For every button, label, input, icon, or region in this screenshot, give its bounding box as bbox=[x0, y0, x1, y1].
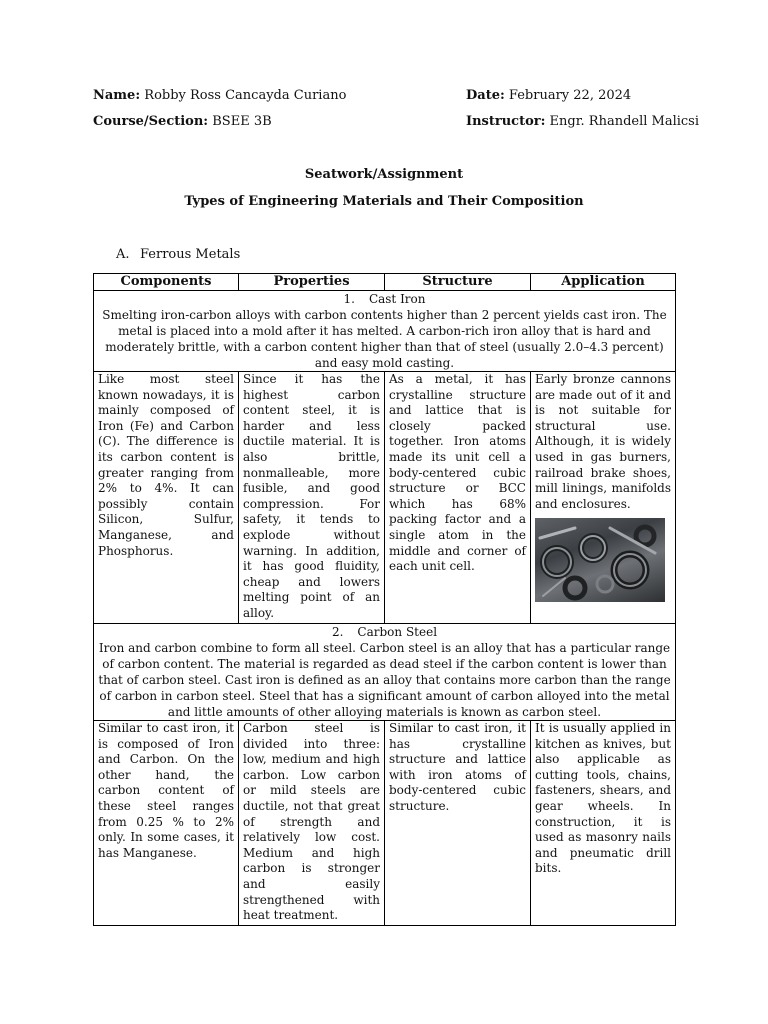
group-description: Iron and carbon combine to form all steel. Carbon steel is an alloy that has a particular range of carbon content. The material is regarded as dead steel if the carbon content is lower than that of carbon steel. Cast iron is defined as an alloy that contains more carbon than the range of carbon in carbon steel. Steel that has a significant amount of carbon alloyed into the metal and little amounts of other alloying materials is known as carbon steel. bbox=[98, 641, 671, 719]
cell-text: Early bronze cannons are made out of it and is not suitable for structural use. Although, it is widely used in gas burners, railroad brake shoes, mill linings, manifolds and enclosures. bbox=[535, 372, 671, 511]
group-number: 2. bbox=[331, 625, 344, 639]
course-value: BSEE 3B bbox=[212, 114, 272, 129]
cast-iron-components bbox=[94, 372, 239, 624]
instructor-value: Engr. Rhandell Malicsi bbox=[549, 114, 700, 129]
table-header-row bbox=[94, 274, 676, 291]
cell-text: Similar to cast iron, it has crystalline structure and lattice with iron atoms of body-centered cubic structure. bbox=[389, 721, 526, 813]
carbon-steel-application bbox=[531, 721, 676, 926]
cell-text: Like most steel known nowadays, it is mainly composed of Iron (Fe) and Carbon (C). The difference is its carbon content is greater ranging from 2% to 4%. It can possibly contain Silicon, Sulfur, Manganese, and Phosphorus. bbox=[98, 372, 234, 558]
cast-iron-banner bbox=[94, 291, 676, 372]
header-components: Components bbox=[94, 274, 239, 291]
carbon-steel-structure bbox=[385, 721, 531, 926]
materials-table bbox=[93, 273, 676, 926]
name-label: Name: bbox=[93, 88, 141, 103]
cast-iron-properties bbox=[239, 372, 385, 624]
section-heading bbox=[116, 247, 240, 263]
date-line bbox=[466, 88, 631, 104]
cast-iron-structure bbox=[385, 372, 531, 624]
name-value: Robby Ross Cancayda Curiano bbox=[144, 88, 347, 103]
course-label: Course/Section: bbox=[93, 114, 209, 129]
group-name: Carbon Steel bbox=[357, 625, 438, 639]
date-value: February 22, 2024 bbox=[508, 88, 632, 103]
date-label: Date: bbox=[466, 88, 505, 103]
table-row bbox=[94, 721, 676, 926]
cell-text: As a metal, it has crystalline structure and lattice that is closely packed together. Iron atoms made its unit cell a body-centered cubic structure or BCC which has 68% packing factor and a single atom in the middle and corner of each unit cell. bbox=[389, 372, 526, 574]
course-line bbox=[93, 114, 272, 130]
group-description: Smelting iron-carbon alloys with carbon contents higher than 2 percent yields cast iron. The metal is placed into a mold after it has melted. A carbon-rich iron alloy that is hard and moderately brittle, with a carbon content higher than that of steel (usually 2.0–4.3 percent) and easy mold casting. bbox=[102, 308, 667, 370]
carbon-steel-properties bbox=[239, 721, 385, 926]
header-structure: Structure bbox=[385, 274, 531, 291]
cell-text: Since it has the highest carbon content steel, it is harder and less ductile material. It is also brittle, nonmalleable, more fusible, and good compression. For safety, it tends to explode without warning. In addition, it has good fluidity, cheap and lowers melting point of an alloy. bbox=[243, 372, 380, 620]
cast-iron-application bbox=[531, 372, 676, 624]
carbon-steel-components bbox=[94, 721, 239, 926]
group-banner-row bbox=[94, 624, 676, 721]
header-properties: Properties bbox=[239, 274, 385, 291]
instructor-label: Instructor: bbox=[466, 114, 546, 129]
group-title bbox=[98, 291, 671, 307]
group-banner-row bbox=[94, 291, 676, 372]
cell-text: Carbon steel is divided into three: low, medium and high carbon. Low carbon or mild steels are ductile, not that great of strength and relatively low cost. Medium and high carbon is stronger and easily strengthened with heat treatment. bbox=[243, 721, 380, 923]
name-line bbox=[93, 88, 346, 104]
document-subtitle: Types of Engineering Materials and Their Composition bbox=[184, 194, 584, 209]
document-title: Seatwork/Assignment bbox=[304, 167, 464, 182]
cell-text: It is usually applied in kitchen as knives, but also applicable as cutting tools, chains, fasteners, shears, and gear wheels. In construction, it is used as masonry nails and pneumatic drill bits. bbox=[535, 721, 671, 876]
carbon-steel-banner bbox=[94, 624, 676, 721]
header-application: Application bbox=[531, 274, 676, 291]
cell-text: Similar to cast iron, it is composed of Iron and Carbon. On the other hand, the carbon content of these steel ranges from 0.25 % to 2% only. In some cases, it has Manganese. bbox=[98, 721, 234, 860]
group-name: Cast Iron bbox=[368, 292, 426, 306]
table-row bbox=[94, 372, 676, 624]
group-title bbox=[98, 624, 671, 640]
cast-iron-parts-photo bbox=[535, 518, 665, 602]
section-name: Ferrous Metals bbox=[140, 247, 241, 262]
instructor-line bbox=[466, 114, 699, 130]
group-number: 1. bbox=[343, 292, 355, 306]
section-letter: A. bbox=[116, 247, 130, 262]
